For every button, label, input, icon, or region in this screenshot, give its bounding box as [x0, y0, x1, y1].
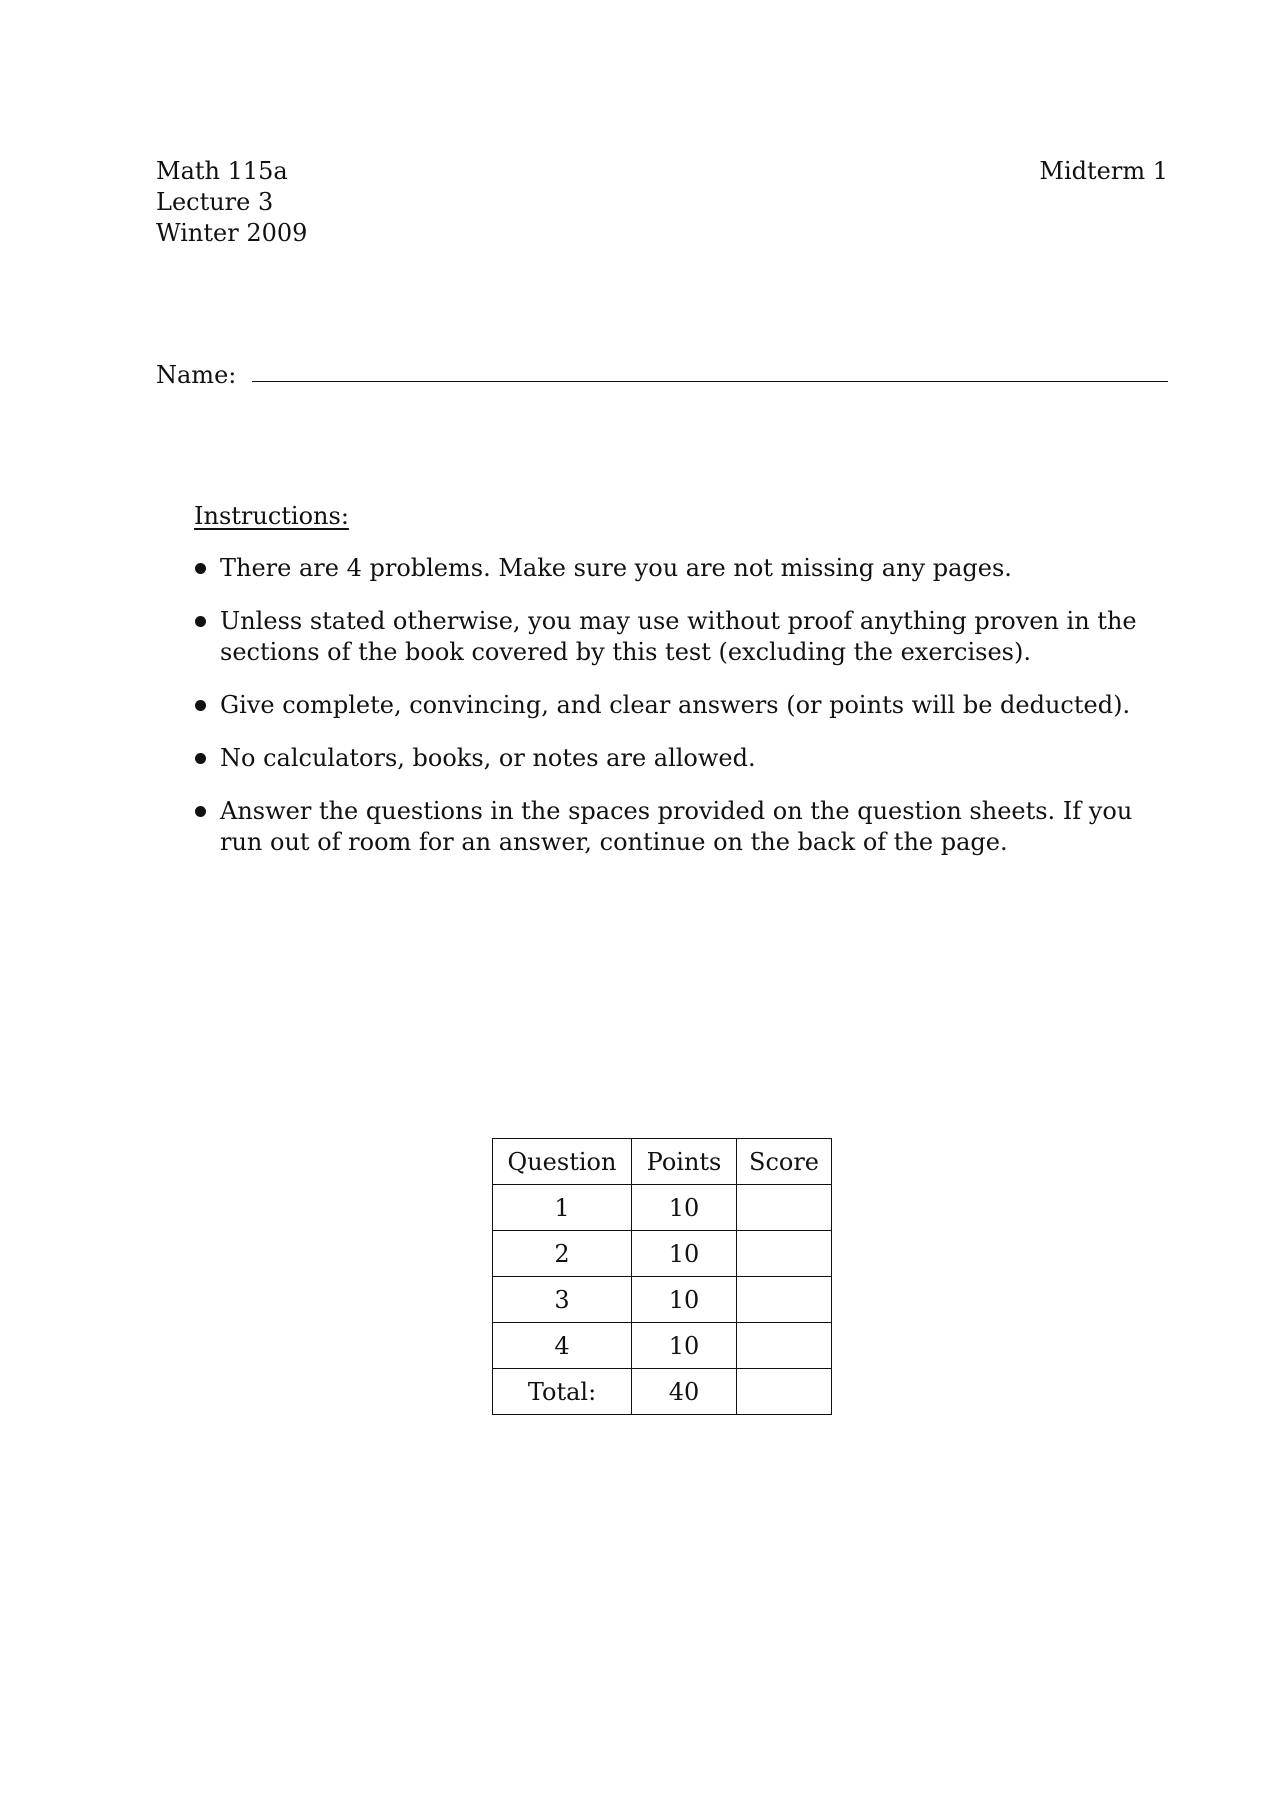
score-cell[interactable]: [737, 1323, 832, 1369]
table-row: [493, 1277, 832, 1323]
instruction-item: [194, 553, 1170, 584]
instruction-item: [194, 796, 1170, 858]
exam-title: Midterm 1: [1039, 157, 1168, 185]
bullet-icon: [195, 753, 206, 764]
instruction-text: Unless stated otherwise, you may use without proof anything proven in the sections of the book covered by this test (excluding the exercises).: [220, 607, 1137, 666]
points-cell: 10: [632, 1185, 737, 1231]
table-row-total: [493, 1369, 832, 1415]
instruction-item: [194, 690, 1170, 721]
question-cell: 1: [493, 1185, 632, 1231]
question-cell: 3: [493, 1277, 632, 1323]
instruction-text: There are 4 problems. Make sure you are not missing any pages.: [220, 554, 1012, 582]
instruction-item: [194, 606, 1170, 668]
score-cell[interactable]: [737, 1185, 832, 1231]
instruction-text: Answer the questions in the spaces provided on the question sheets. If you run out of room for an answer, continue on the back of the page.: [220, 797, 1133, 856]
question-cell: 2: [493, 1231, 632, 1277]
points-cell: 10: [632, 1231, 737, 1277]
name-label: Name:: [156, 361, 237, 389]
instruction-text: No calculators, books, or notes are allowed.: [220, 744, 756, 772]
score-table: [492, 1138, 832, 1415]
table-row: [493, 1185, 832, 1231]
table-header-row: [493, 1139, 832, 1185]
total-points-cell: 40: [632, 1369, 737, 1415]
name-line[interactable]: [252, 381, 1168, 382]
bullet-icon: [195, 700, 206, 711]
score-cell[interactable]: [737, 1277, 832, 1323]
total-label-cell: Total:: [493, 1369, 632, 1415]
bullet-icon: [195, 563, 206, 574]
course-info: [156, 156, 307, 249]
table-row: [493, 1231, 832, 1277]
header-points: Points: [632, 1139, 737, 1185]
instructions: [194, 501, 1170, 880]
course-title: Math 115a: [156, 157, 288, 185]
table-row: [493, 1323, 832, 1369]
bullet-icon: [195, 616, 206, 627]
bullet-icon: [195, 806, 206, 817]
header-question: Question: [493, 1139, 632, 1185]
instructions-heading: Instructions:: [194, 502, 349, 530]
score-cell[interactable]: [737, 1231, 832, 1277]
name-row: [156, 360, 1168, 394]
instruction-item: [194, 743, 1170, 774]
instruction-text: Give complete, convincing, and clear answers (or points will be deducted).: [220, 691, 1131, 719]
question-cell: 4: [493, 1323, 632, 1369]
term: Winter 2009: [156, 219, 308, 247]
points-cell: 10: [632, 1277, 737, 1323]
header-score: Score: [737, 1139, 832, 1185]
total-score-cell[interactable]: [737, 1369, 832, 1415]
instructions-list: [194, 553, 1170, 858]
lecture-number: Lecture 3: [156, 188, 274, 216]
points-cell: 10: [632, 1323, 737, 1369]
